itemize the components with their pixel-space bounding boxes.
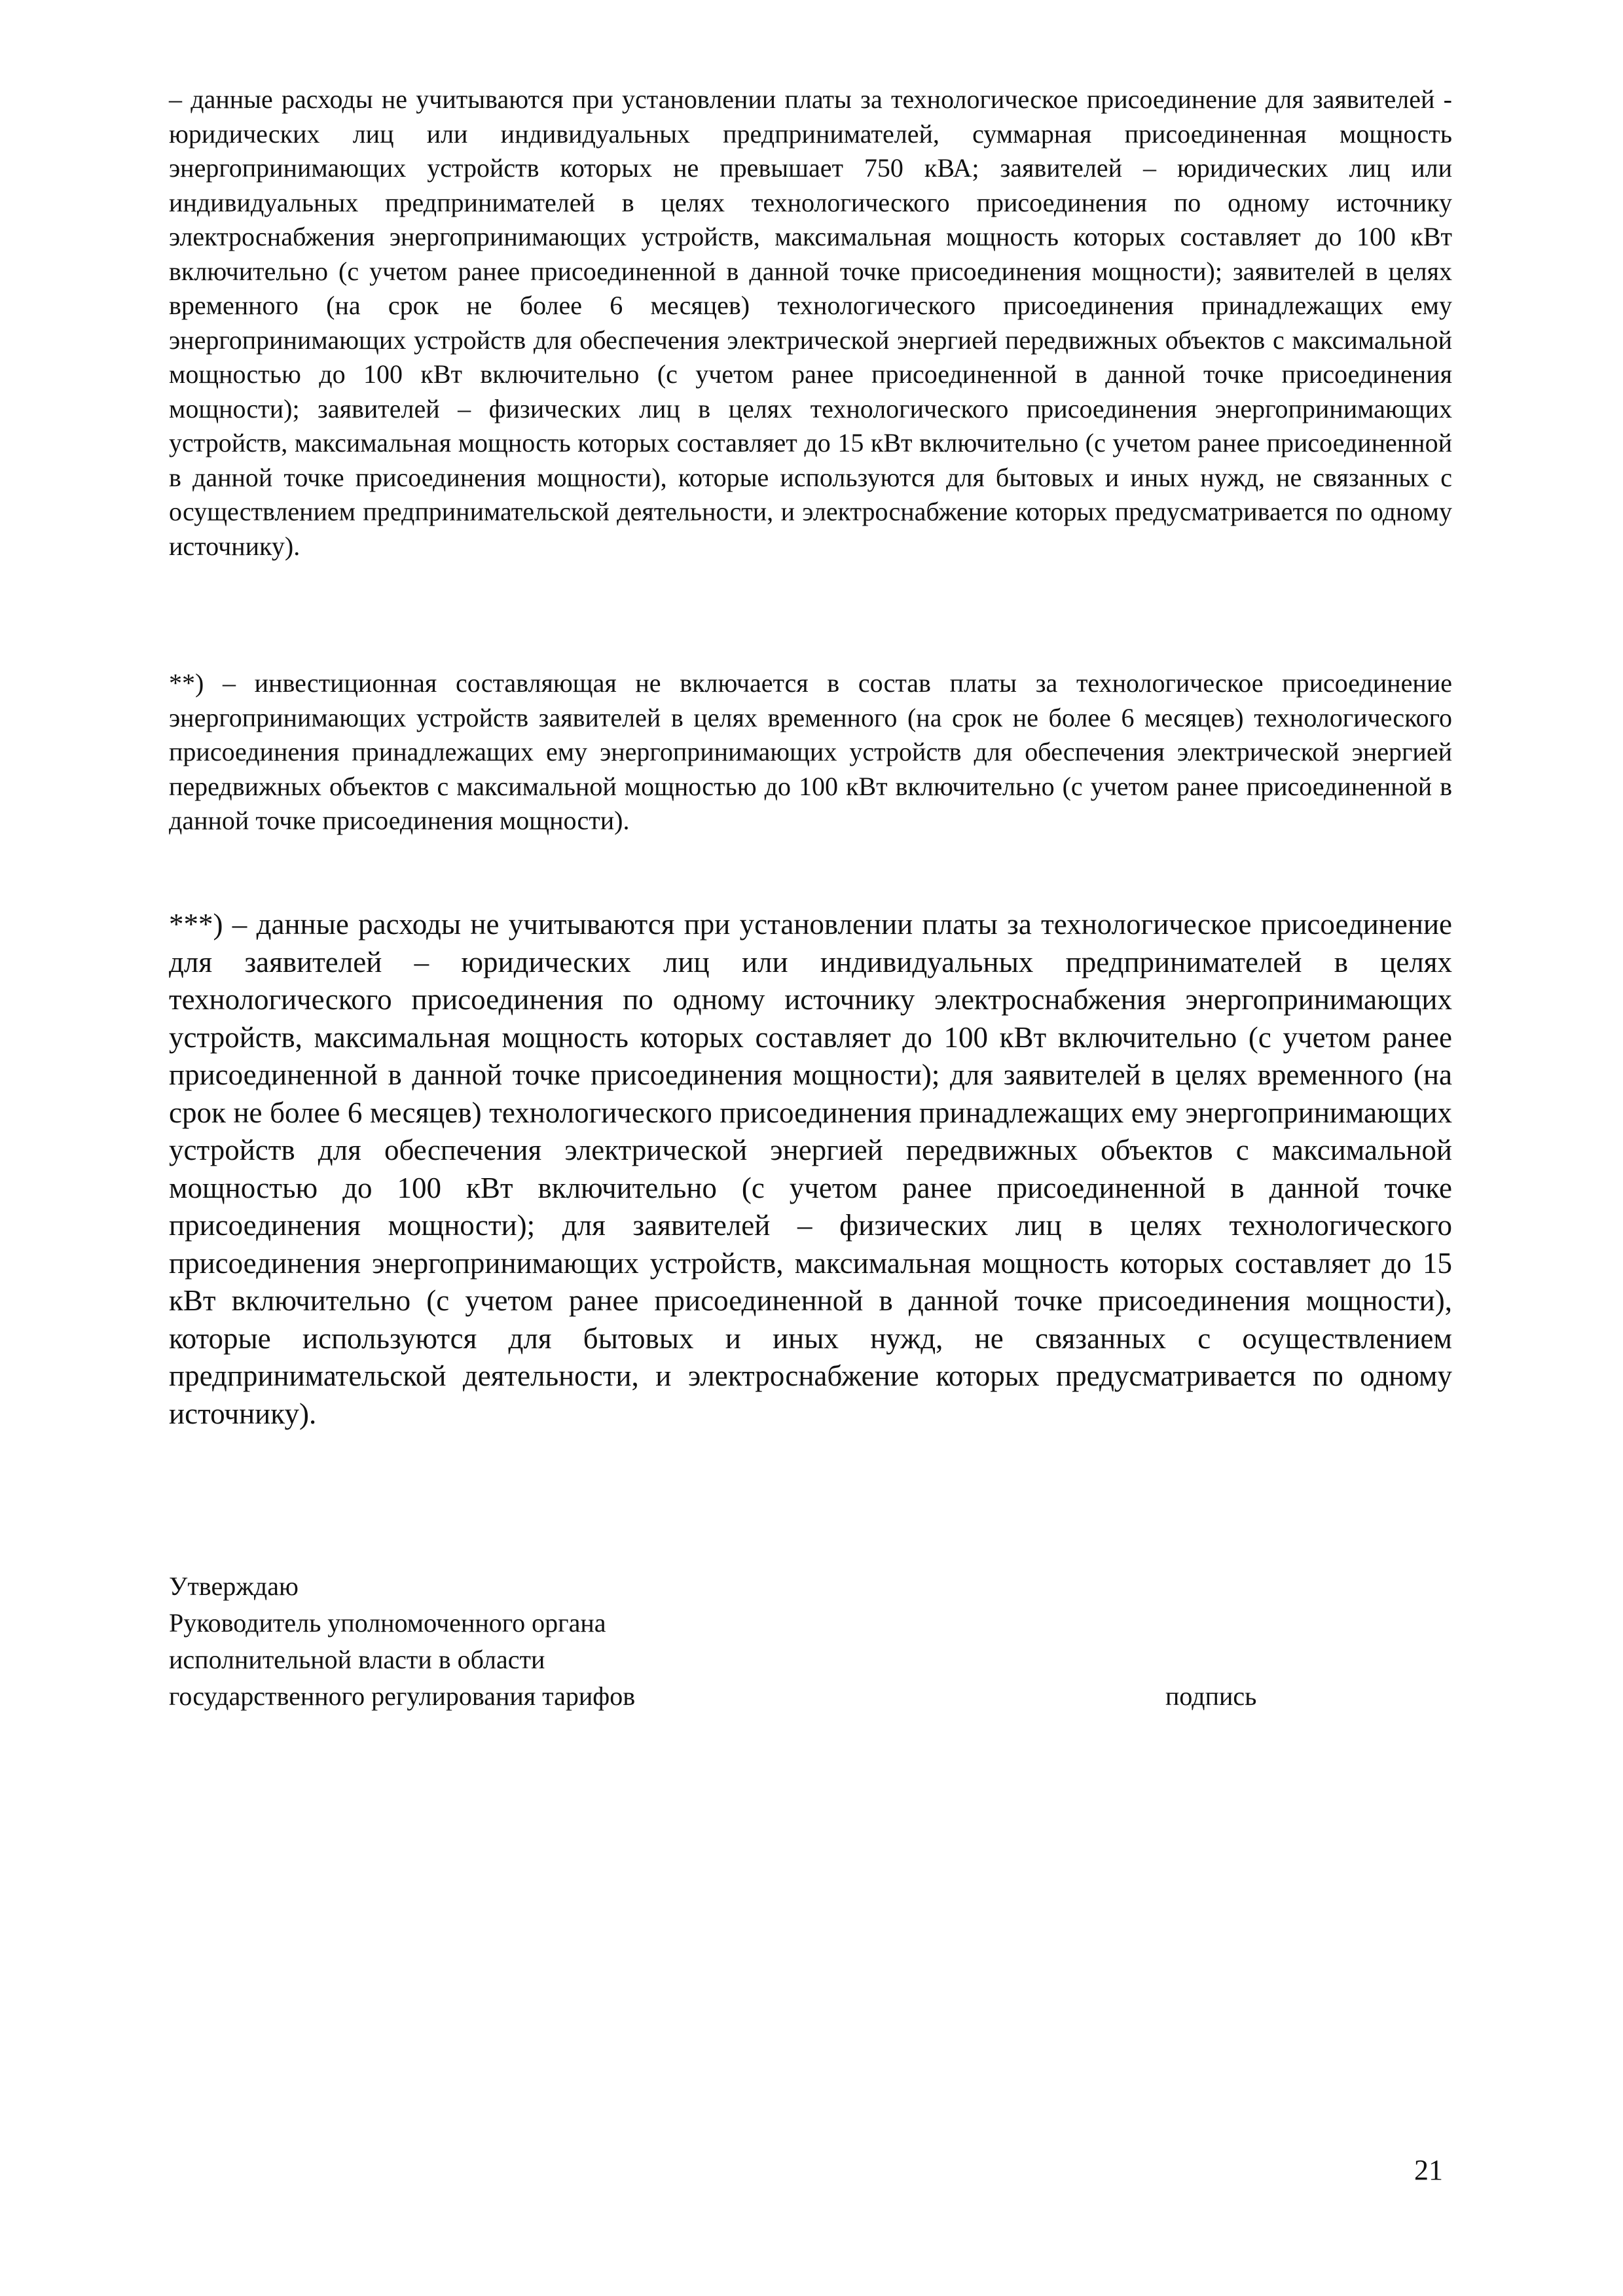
signature-label: подпись bbox=[1165, 1681, 1257, 1711]
approval-block bbox=[169, 1568, 955, 1715]
approver-position-line-1: Руководитель уполномоченного органа bbox=[169, 1608, 606, 1638]
approver-position-line-2: исполнительной власти в области bbox=[169, 1645, 545, 1674]
footnote-triple-star: ***) – данные расходы не учитываются при установлении платы за технологическое присоединение для заявителей – юридических лиц или индивидуальных предпринимателей в целях технологического присоединения по одному источнику электроснабжения энергопринимающих устройств, максимальная мощность которых составляет до 100 кВт включительно (с учетом ранее присоединенной в данной точке присоединения мощности); для заявителей в целях временного (на срок не более 6 месяцев) технологического присоединения принадлежащих ему энергопринимающих устройств для обеспечения электрической энергией передвижных объектов с максимальной мощностью до 100 кВт включительно (с учетом ранее присоединенной в данной точке присоединения мощности); для заявителей – физических лиц в целях технологического присоединения энергопринимающих устройств, максимальная мощность которых составляет до 15 кВт включительно (с учетом ранее присоединенной в данной точке присоединения мощности), которые используются для бытовых и иных нужд, не связанных с осуществлением предпринимательской деятельности, и электроснабжение которых предусматривается по одному источнику). bbox=[169, 908, 1452, 1430]
page-number: 21 bbox=[1414, 2154, 1443, 2186]
footnote-single-star: – данные расходы не учитываются при установлении платы за технологическое присоединение для заявителей - юридических лиц или индивидуальных предпринимателей, суммарная присоединенная мощность энергопринимающих устройств которых не превышает 750 кВА; заявителей – юридических лиц или индивидуальных предпринимателей в целях технологического присоединения по одному источнику электроснабжения энергопринимающих устройств, максимальная мощность которых составляет до 100 кВт включительно (с учетом ранее присоединенной в данной точке присоединения мощности); заявителей в целях временного (на срок не более 6 месяцев) технологического присоединения принадлежащих ему энергопринимающих устройств для обеспечения электрической энергией передвижных объектов с максимальной мощностью до 100 кВт включительно (с учетом ранее присоединенной в данной точке присоединения мощности); заявителей – физических лиц в целях технологического присоединения энергопринимающих устройств, максимальная мощность которых составляет до 15 кВт включительно (с учетом ранее присоединенной в данной точке присоединения мощности), которые используются для бытовых и иных нужд, не связанных с осуществлением предпринимательской деятельности, и электроснабжение которых предусматривается по одному источнику). bbox=[169, 84, 1452, 561]
approver-position-line-3: государственного регулирования тарифов bbox=[169, 1681, 636, 1711]
footnote-double-star: **) – инвестиционная составляющая не включается в состав платы за технологическое присоединение энергопринимающих устройств заявителей в целях временного (на срок не более 6 месяцев) технологического присоединения принадлежащих ему энергопринимающих устройств для обеспечения электрической энергией передвижных объектов с максимальной мощностью до 100 кВт включительно (с учетом ранее присоединенной в данной точке присоединения мощности). bbox=[169, 668, 1452, 835]
approval-title: Утверждаю bbox=[169, 1571, 299, 1601]
